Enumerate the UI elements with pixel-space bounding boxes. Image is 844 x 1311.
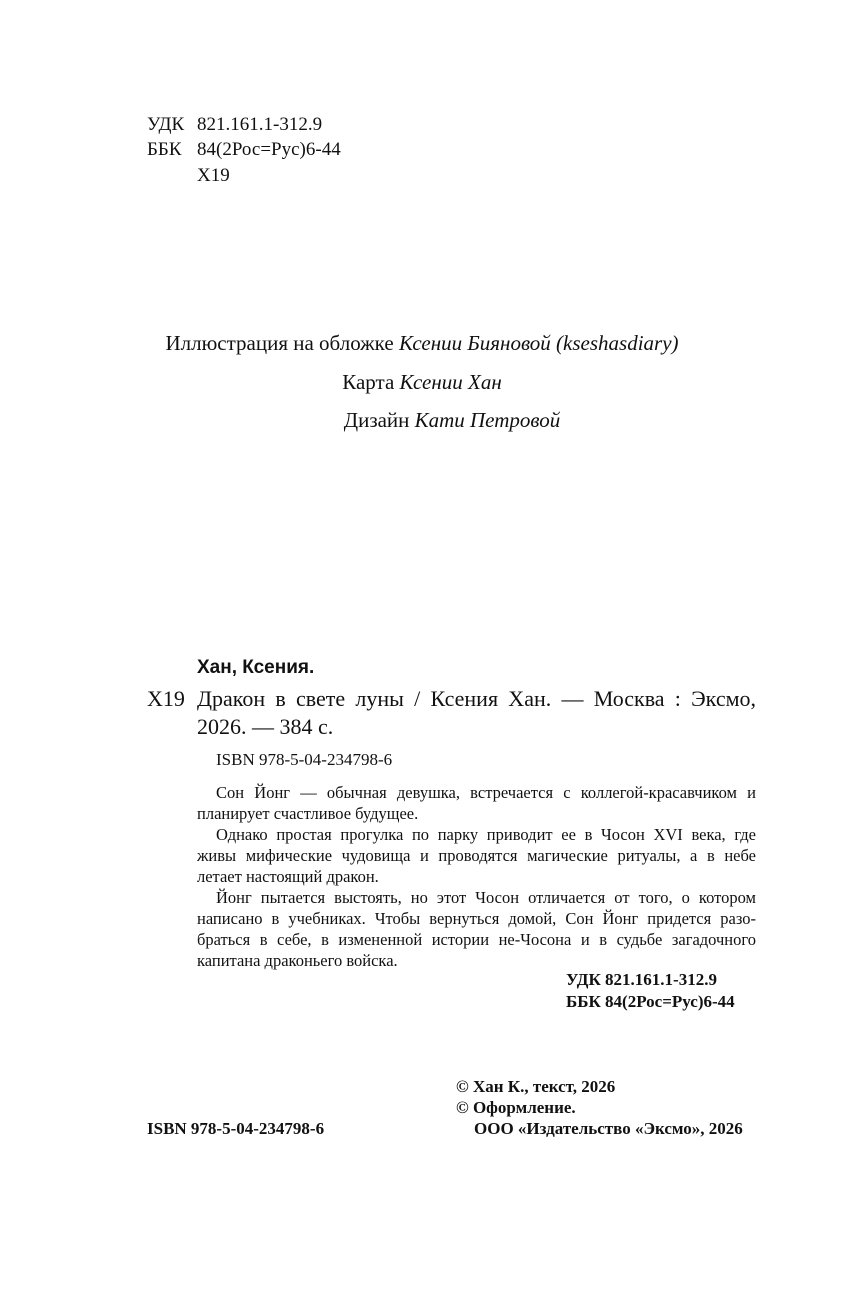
publisher: ООО «Издательство «Эксмо», 2026 [474,1119,743,1138]
bbk-value: 84(2Рос=Рус)6-44 [197,139,341,160]
annotation-line: Йонг пытается выстоять, но этот Чосон отличается от того, о котором [216,888,756,907]
annotation-line: летает настоящий дракон. [197,867,379,886]
title-line-1: Дракон в свете луны / Ксения Хан. — Москва : Эксмо, [197,686,756,711]
map-prefix: Карта [342,370,395,394]
copyright-design: © Оформление. [456,1098,576,1117]
copyright-text: © Хан К., текст, 2026 [456,1077,616,1096]
map-name: Ксении Хан [399,370,502,394]
author-heading: Хан, Ксения. [197,657,315,678]
bottom-udk: УДК 821.161.1-312.9 [566,970,717,989]
bottom-bbk: ББК 84(2Рос=Рус)6-44 [566,992,735,1011]
map-credit [0,370,844,395]
annotation-line: Однако простая прогулка по парку приводит ее в Чосон XVI века, где [216,825,756,844]
author-mark: Х19 [147,686,185,711]
udk-label: УДК [147,114,185,135]
udk-value: 821.161.1-312.9 [197,114,323,135]
bbk-label: ББК [147,139,182,160]
annotation-line: живы мифические чудовища и проводятся магические ритуалы, а в небе [197,846,756,865]
design-name: Кати Петровой [414,408,561,432]
annotation-line: капитана драконьего войска. [197,951,398,970]
isbn-line: ISBN 978-5-04-234798-6 [216,750,393,769]
illustration-credit [0,331,844,356]
annotation-line: браться в себе, в измененной истории не-Чосона и в судьбе загадочного [197,930,756,949]
design-credit [0,408,844,433]
illustration-name: Ксении Бияновой (kseshasdiary) [398,331,679,355]
annotation-line: планирует счастливое будущее. [197,804,419,823]
annotation-line: написано в учебниках. Чтобы вернуться домой, Сон Йонг придется разо- [197,909,756,928]
annotation-line: Сон Йонг — обычная девушка, встречается с коллегой-красавчиком и [216,783,756,802]
illustration-prefix: Иллюстрация на обложке [165,331,394,355]
author-mark-top: Х19 [197,165,230,186]
design-prefix: Дизайн [343,408,410,432]
footer-isbn: ISBN 978-5-04-234798-6 [147,1119,325,1138]
title-line-2: 2026. — 384 с. [197,714,334,739]
